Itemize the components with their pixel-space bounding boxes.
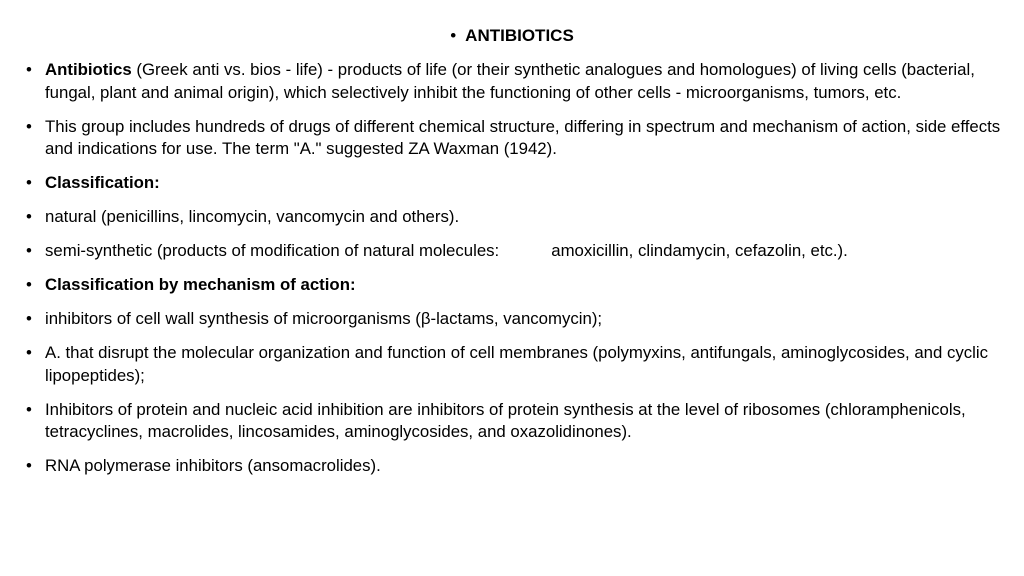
bullet: • (26, 60, 32, 79)
bullet: • (26, 275, 32, 294)
list-item-mechanism-heading (26, 274, 1001, 297)
heading-bold: Classification: (45, 173, 160, 192)
bullet: • (26, 207, 32, 226)
item-text: This group includes hundreds of drugs of different chemical structure, differing in spectrum and mechanism of action, side effects and indications for use. The term "A." suggested ZA Waxman (1942). (45, 116, 1001, 158)
title-text: ANTIBIOTICS (465, 26, 574, 45)
list-item-classification-heading (26, 172, 1001, 195)
item-text: (Greek anti vs. bios - life) - products of life (or their synthetic analogues and homologues) of living cells (bacterial, fungal, plant and animal origin), which selectively inhibit the functioning of other cells - microorganisms, tumors, etc. (45, 60, 975, 102)
item-text: Inhibitors of protein and nucleic acid inhibition are inhibitors of protein synthesis at the level of ribosomes (chloramphenicols, tetracyclines, macrolides, lincosamides, aminoglycosides, and oxazolidinones). (45, 399, 966, 441)
term-bold: Antibiotics (45, 60, 132, 79)
slide-title (0, 25, 1024, 47)
heading-bold: Classification by mechanism of action: (45, 275, 356, 294)
bullet: • (26, 343, 32, 362)
list-item-membranes (26, 342, 1001, 387)
bullet-list (26, 59, 1001, 489)
item-text: RNA polymerase inhibitors (ansomacrolides). (45, 456, 381, 475)
list-item-natural (26, 206, 1001, 229)
item-text: A. that disrupt the molecular organization and function of cell membranes (polymyxins, antifungals, aminoglycosides, and cyclic lipopeptides); (45, 343, 989, 385)
bullet: • (26, 241, 32, 260)
item-text: natural (penicillins, lincomycin, vancomycin and others). (45, 207, 460, 226)
bullet: • (26, 309, 32, 328)
item-text: inhibitors of cell wall synthesis of microorganisms (β-lactams, vancomycin); (45, 309, 603, 328)
title-bullet: • (450, 26, 457, 45)
bullet: • (26, 116, 32, 136)
item-text-after-gap: amoxicillin, clindamycin, cefazolin, etc.). (551, 241, 848, 260)
bullet: • (26, 399, 32, 419)
bullet: • (26, 173, 32, 192)
list-item-definition (26, 59, 1001, 104)
list-item-semi-synthetic (26, 240, 1001, 263)
list-item-cell-wall (26, 308, 1001, 331)
bullet: • (26, 456, 32, 475)
item-text: semi-synthetic (products of modification of natural molecules: (45, 241, 500, 260)
list-item-rna-polymerase (26, 455, 1001, 478)
list-item-protein-synthesis (26, 399, 1001, 444)
list-item-group (26, 116, 1001, 161)
